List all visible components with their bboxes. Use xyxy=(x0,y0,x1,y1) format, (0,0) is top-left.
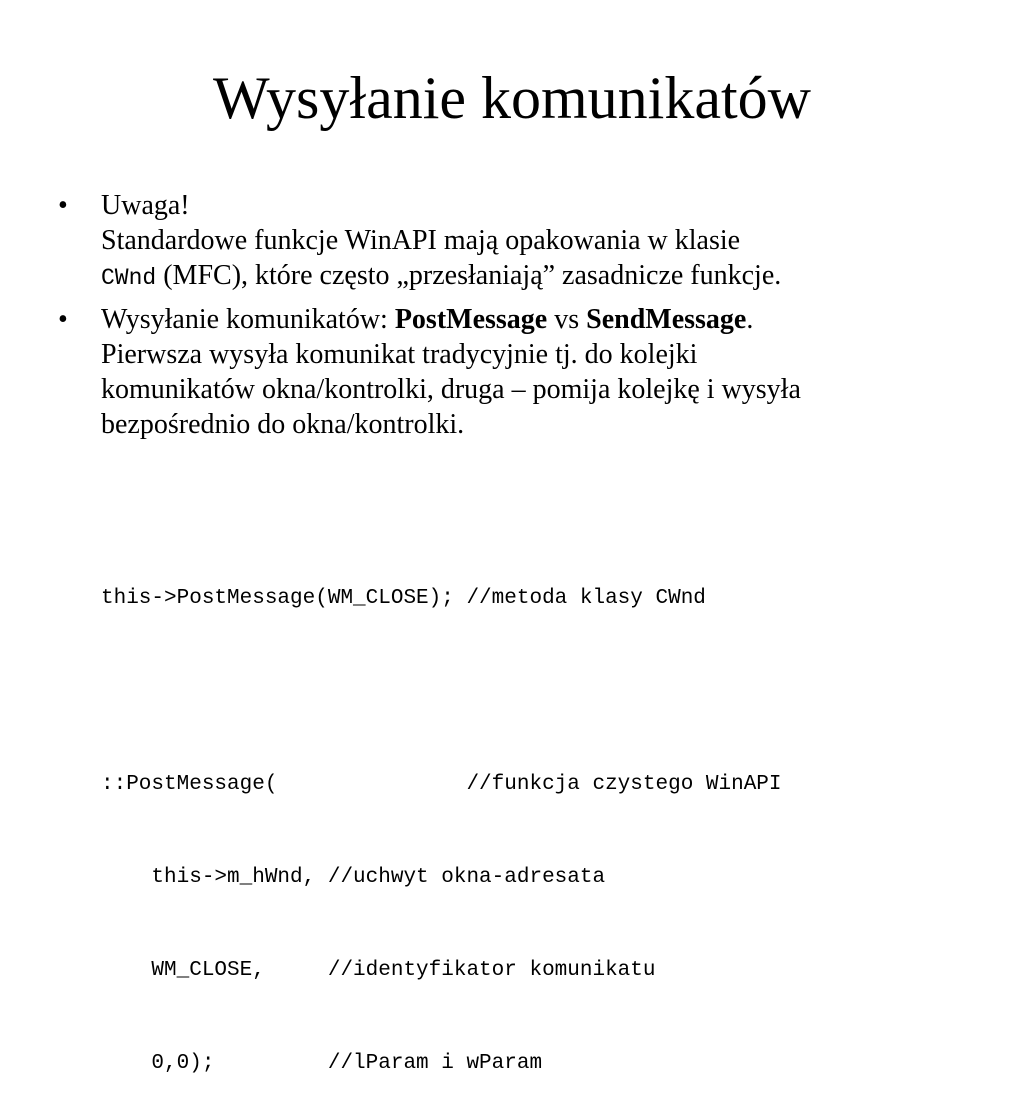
bullet-text: . xyxy=(746,304,754,335)
code-block xyxy=(101,521,782,1110)
bullet-line xyxy=(101,302,1024,337)
bullet-line: komunikatów okna/kontrolki, druga – pomija kolejkę i wysyła xyxy=(101,374,801,405)
bullet-line: bezpośrednio do okna/kontrolki. xyxy=(101,409,465,440)
bullet-item-note xyxy=(0,188,1024,296)
bullet-line: Standardowe funkcje WinAPI mają opakowania w klasie xyxy=(101,225,741,256)
code-line: WM_CLOSE, //identyfikator komunikatu xyxy=(101,959,656,982)
bullet-text: Wysyłanie komunikatów: xyxy=(101,304,395,335)
bullet-marker: • xyxy=(58,190,68,221)
bullet-line: Pierwsza wysyła komunikat tradycyjnie tj. do kolejki xyxy=(101,339,698,370)
code-line: this->PostMessage(WM_CLOSE); //metoda klasy CWnd xyxy=(101,587,706,610)
bullet-list xyxy=(0,188,1024,442)
bullet-text: (MFC), które często „przesłaniają” zasadnicze funkcje. xyxy=(156,260,782,291)
bold-term-postmessage: PostMessage xyxy=(394,304,548,335)
bullet-item-sending xyxy=(0,302,1024,442)
bold-term-sendmessage: SendMessage xyxy=(586,304,747,335)
code-line: this->m_hWnd, //uchwyt okna-adresata xyxy=(101,866,606,889)
code-line xyxy=(101,676,782,707)
code-line: ::PostMessage( //funkcja czystego WinAPI xyxy=(101,773,782,796)
slide-title: Wysyłanie komunikatów xyxy=(213,65,811,131)
bullet-line xyxy=(101,258,1024,296)
code-line: 0,0); //lParam i wParam xyxy=(101,1052,543,1075)
bullet-line: Uwaga! xyxy=(101,190,190,221)
inline-code: CWnd xyxy=(101,265,157,291)
bullet-text: vs xyxy=(547,304,587,335)
bullet-marker: • xyxy=(58,304,68,335)
